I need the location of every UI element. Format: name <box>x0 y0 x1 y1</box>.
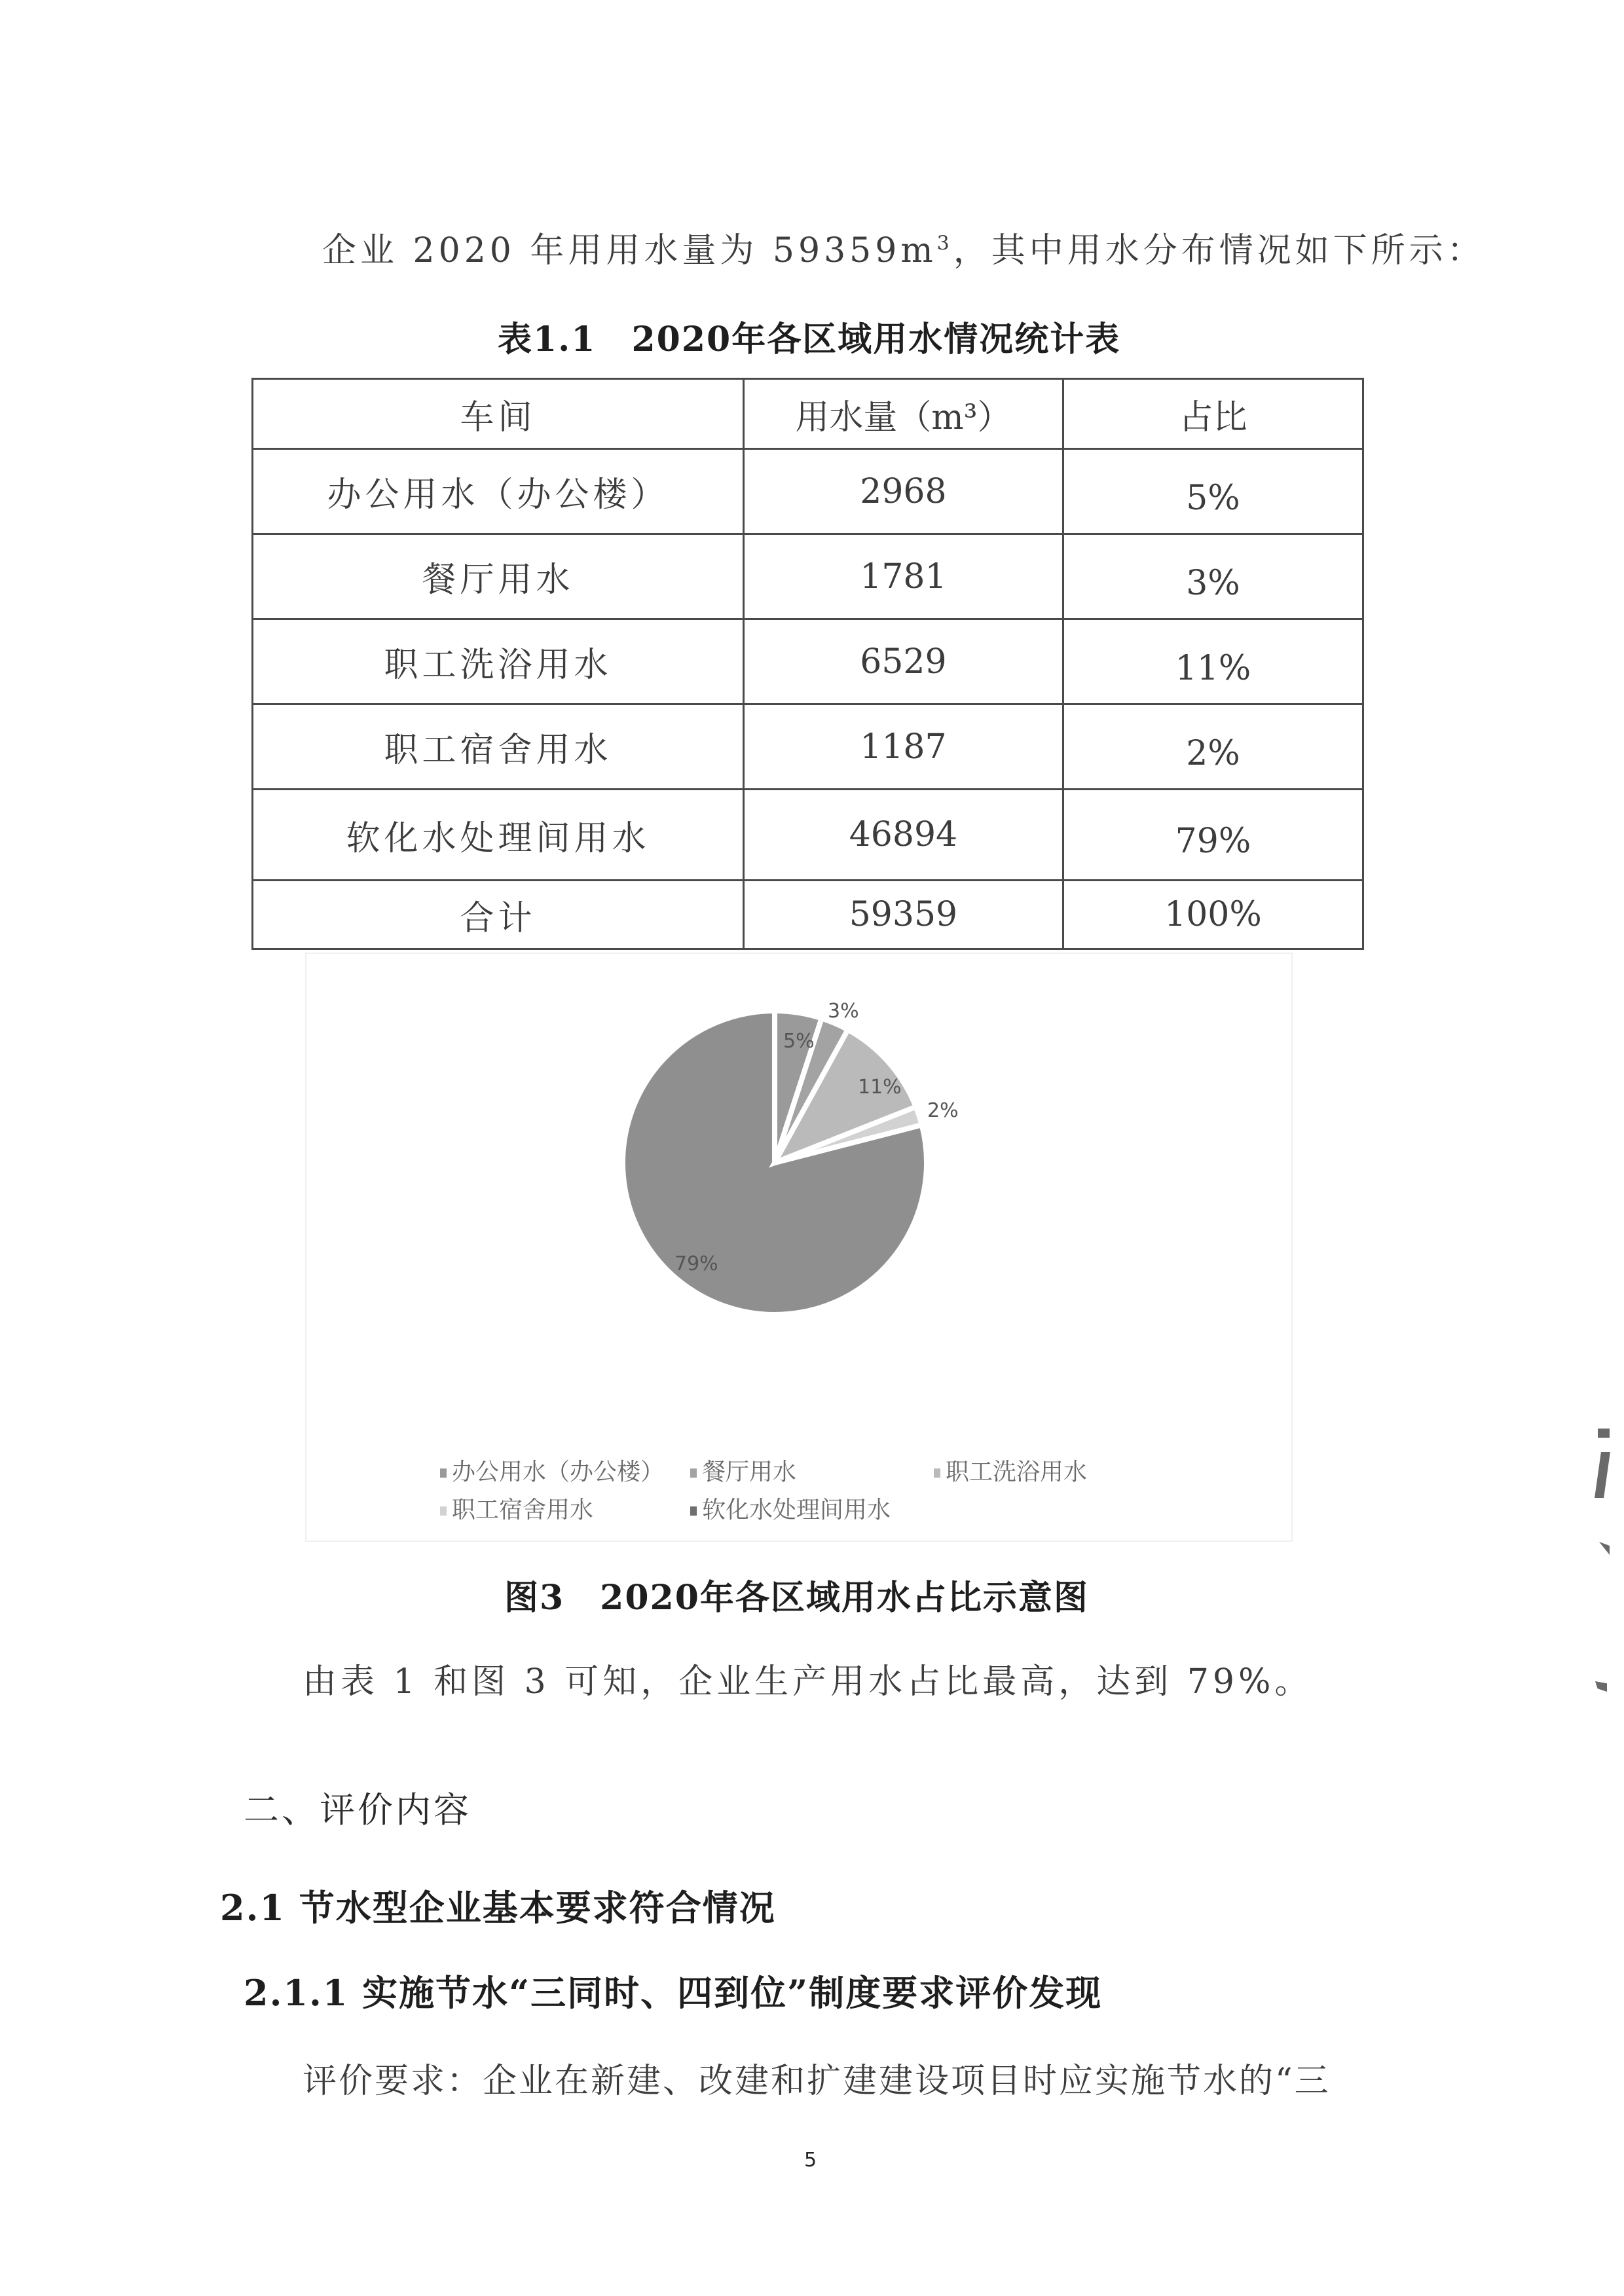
cell-volume: 6529 <box>743 619 1063 704</box>
legend-swatch-icon <box>690 1506 697 1516</box>
header-share: 占比 <box>1063 379 1363 449</box>
page-number: 5 <box>804 2149 817 2172</box>
label-2: 2% <box>927 1099 959 1122</box>
cell-workshop: 软化水处理间用水 <box>253 790 744 881</box>
scan-artifact <box>1598 1429 1610 1438</box>
legend-item-shower <box>934 1453 1087 1487</box>
cell-workshop: 餐厅用水 <box>253 534 744 619</box>
figure-caption: 图3 2020年各区域用水占比示意图 <box>504 1578 1089 1618</box>
cell-total-volume: 59359 <box>743 881 1063 949</box>
share-value: 5% <box>1186 478 1240 518</box>
header-volume: 用水量（m³） <box>743 379 1063 449</box>
intro-text-before: 企业 2020 年用用水量为 59359m <box>322 231 937 270</box>
legend-swatch-icon <box>690 1468 697 1478</box>
body-paragraph: 评价要求：企业在新建、改建和扩建建设项目时应实施节水的“三 <box>303 2062 1331 2101</box>
intro-text-after: ，其中用水分布情况如下所示： <box>953 231 1485 270</box>
cell-volume: 1781 <box>743 534 1063 619</box>
legend-item-office <box>440 1453 664 1487</box>
cell-total-share: 100% <box>1063 881 1363 949</box>
legend-item-softened-water <box>690 1491 891 1525</box>
header-workshop: 车间 <box>253 379 744 449</box>
subsection-heading: 2.1 节水型企业基本要求符合情况 <box>220 1887 776 1929</box>
label-79: 79% <box>674 1252 718 1275</box>
cell-workshop: 办公用水（办公楼） <box>253 449 744 534</box>
cell-workshop: 职工洗浴用水 <box>253 619 744 704</box>
conclusion-paragraph: 由表 1 和图 3 可知，企业生产用水占比最高，达到 79%。 <box>303 1662 1313 1702</box>
legend-label: 软化水处理间用水 <box>702 1497 891 1523</box>
legend-swatch-icon <box>934 1468 940 1478</box>
cell-volume: 1187 <box>743 704 1063 790</box>
legend-label: 餐厅用水 <box>702 1459 797 1485</box>
label-5: 5% <box>783 1030 815 1053</box>
cell-workshop: 职工宿舍用水 <box>253 704 744 790</box>
table-caption: 表1.1 2020年各区域用水情况统计表 <box>498 319 1121 359</box>
legend-label: 职工宿舍用水 <box>452 1497 594 1523</box>
share-value: 79% <box>1175 822 1251 861</box>
section-heading: 二、评价内容 <box>244 1789 471 1831</box>
share-value: 11% <box>1175 648 1251 688</box>
label-11: 11% <box>858 1076 902 1099</box>
legend-swatch-icon <box>440 1506 447 1516</box>
cell-total-label: 合计 <box>253 881 744 949</box>
legend-item-dormitory <box>440 1491 593 1525</box>
intro-superscript: 3 <box>936 232 953 255</box>
legend-item-canteen <box>690 1453 796 1487</box>
share-value: 3% <box>1186 563 1240 603</box>
cell-volume: 2968 <box>743 449 1063 534</box>
legend-label: 办公用水（办公楼） <box>452 1459 665 1485</box>
share-value: 2% <box>1186 733 1240 773</box>
label-3: 3% <box>828 1000 859 1023</box>
subsubsection-heading: 2.1.1 实施节水“三同时、四到位”制度要求评价发现 <box>244 1972 1103 2014</box>
legend-label: 职工洗浴用水 <box>946 1459 1088 1485</box>
legend-swatch-icon <box>440 1468 447 1478</box>
cell-volume: 46894 <box>743 790 1063 881</box>
